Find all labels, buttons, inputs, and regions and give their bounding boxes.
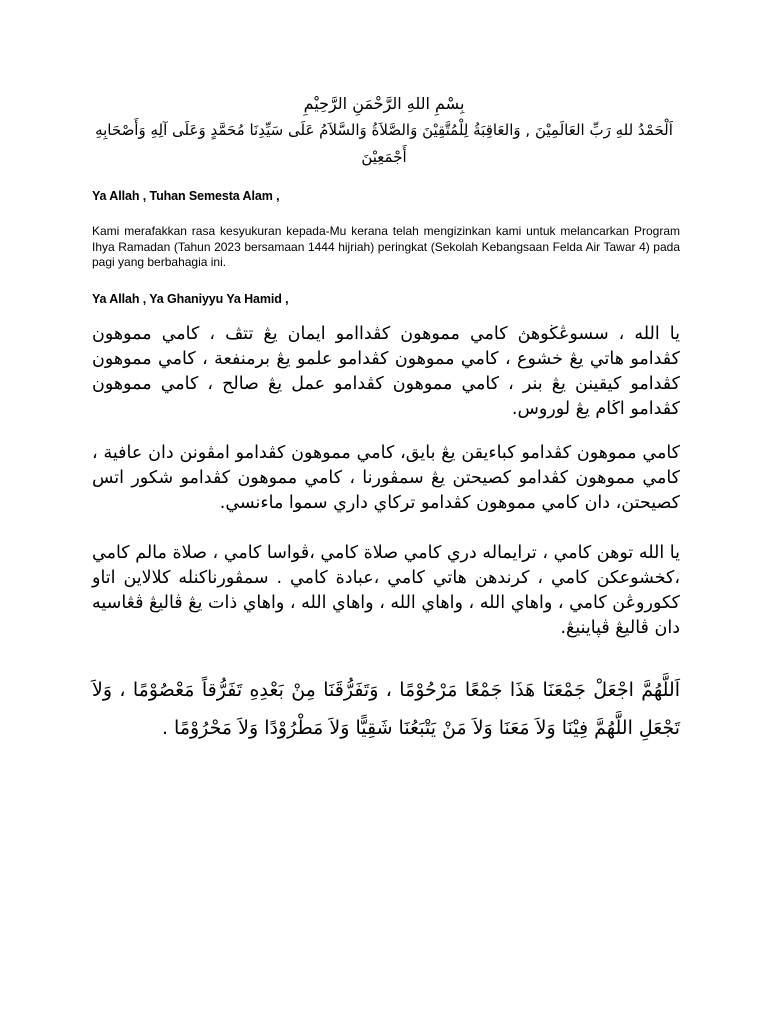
heading-ya-ghaniyyu: Ya Allah , Ya Ghaniyyu Ya Hamid , [92,292,289,306]
closing-doa: اَللَّهُمَّ اجْعَلْ جَمْعَنَا هَذَا جَمْعًا مَرْحُوْمًا ، وَتَفَرُّقَنَا مِنْ بَعْدِهِ تَفَرُّقاً مَعْصُوْمًا ، وَلاَ تَجْعَلِ اللَّهُمَّ فِيْنَا وَلاَ مَعَنَا وَلاَ مَنْ يَتْبَعُنَا شَقِيًّا وَلاَ مَطْرُوْدًا وَلاَ مَحْرُوْمًا . [92,679,680,739]
jawi-paragraph-3: يا الله توهن كامي ، ترايماله دري كامي صلاة كامي ،ڤواسا كامي ، صلاة مالم كامي ،كخشوعكن كامي ، كرندهن هاتي كامي ،عبادة كامي . سمڤورناكنله كلالاين اتاو ككوروڠن كامي ، واهاي الله ، واهاي الله ، واهاي الله ، واهاي ذات يڠ ڤاليڠ ڤڠاسيه دان ڤاليڠ ڤڽاينيڠ. [92,543,680,638]
paragraph-kesyukuran: Kami merafakkan rasa kesyukuran kepada-Mu kerana telah mengizinkan kami untuk melancarkan Program Ihya Ramadan (Tahun 2023 bersamaan 1444 hijriah) peringkat (Sekolah Kebangsaan Felda Air Tawar 4) pada pagi yang berbahagia ini. [92,224,680,269]
jawi-paragraph-2: كامي مموهون كڤدامو كباءيقن يڠ بايق، كامي مموهون كڤدامو امڤونن دان عافية ، كامي مموهون كڤدامو كصيحتن يڠ سمڤورنا ، كامي مموهون كڤدامو شكور اتس كصيحتن، دان كامي مموهون كڤدامو تركاي داري سموا ماءنسي. [92,443,680,513]
jawi-paragraph-1: يا الله ، سسوڠڬوهڽ كامي مموهون كڤداامو ايمان يڠ تتڤ ، كامي مموهون كڤدامو هاتي يڠ خشوع ، كامي مموهون كڤدامو علمو يڠ برمنفعة ، كامي مموهون كڤدامو كيقينن يڠ بنر ، كامي مموهون كڤدامو عمل يڠ صالح ، كامي مموهون كڤدامو اڬام يڠ لوروس. [92,324,680,419]
heading-tuhan-semesta-alam: Ya Allah , Tuhan Semesta Alam , [92,189,280,203]
hamdalah-opening: اَلْحَمْدُ للهِ رَبِّ العَالَمِيْنَ , وَالعَاقِبَةُ لِلْمُتَّقِيْنَ وَالصَّلاَةُ وَالسَّلاَمُ عَلَى سَيِّدِنَا مُحَمَّدٍ وَعَلَى آلِهِ وَأَصْحَابِهِ أَجْمَعِيْنَ [95,121,673,166]
basmalah-line: بِسْمِ اللهِ الرَّحْمَنِ الرَّحِيْمِ [303,94,465,113]
